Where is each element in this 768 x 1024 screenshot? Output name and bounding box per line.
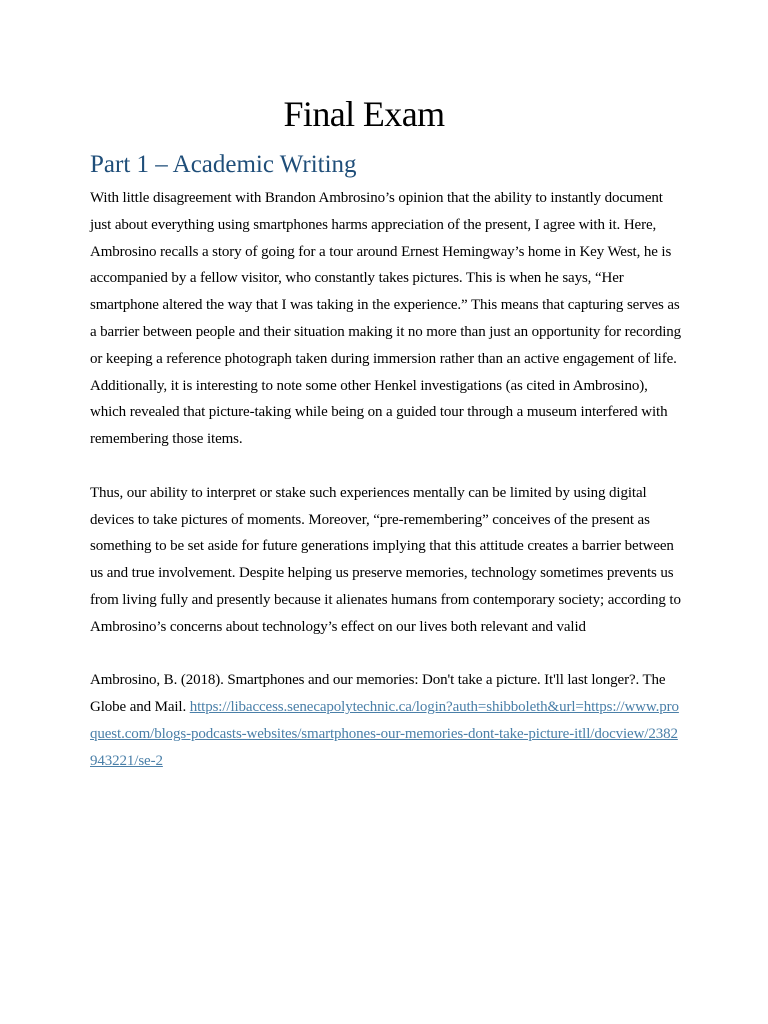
- body-paragraph-1: With little disagreement with Brandon Ambrosino’s opinion that the ability to instantly document just about everything using smartphones harms appreciation of the present, I agree with it. Here, Ambrosino recalls a story of going for a tour around Ernest Hemingway’s home in Key West, he is accompanied by a fellow visitor, who constantly takes pictures. This is when he says, “Her smartphone altered the way that I was taking in the experience.” This means that capturing serves as a barrier between people and their situation making it no more than just an opportunity for recording or keeping a reference photograph taken during immersion rather than an active engagement of life. Additionally, it is interesting to note some other Henkel investigations (as cited in Ambrosino), which revealed that picture-taking while being on a guided tour through a museum interfered with remembering those items.: [90, 190, 682, 448]
- document-body: [90, 148, 682, 775]
- reference-citation-text: Ambrosino, B. (2018). Smartphones and our memories: Don't take a picture. It'll last longer?. The Globe and Mail.: [90, 672, 666, 716]
- document-title: Final Exam: [283, 94, 445, 134]
- reference-link[interactable]: https://libaccess.senecapolytechnic.ca/login?auth=shibboleth&url=https://www.proquest.com/blogs-podcasts-websites/smartphones-our-memories-dont-take-picture-itll/docview/2382943221/se-2: [90, 699, 679, 769]
- section-heading: Part 1 – Academic Writing: [90, 151, 357, 178]
- reference-entry: [90, 667, 682, 774]
- body-paragraph-2: Thus, our ability to interpret or stake such experiences mentally can be limited by using digital devices to take pictures of moments. Moreover, “pre-remembering” conceives of the present as something to be set aside for future generations implying that this attitude creates a barrier between us and true involvement. Despite helping us preserve memories, technology sometimes prevents us from living fully and presently because it alienates humans from contemporary society; according to Ambrosino’s concerns about technology’s effect on our lives both relevant and valid: [90, 484, 681, 635]
